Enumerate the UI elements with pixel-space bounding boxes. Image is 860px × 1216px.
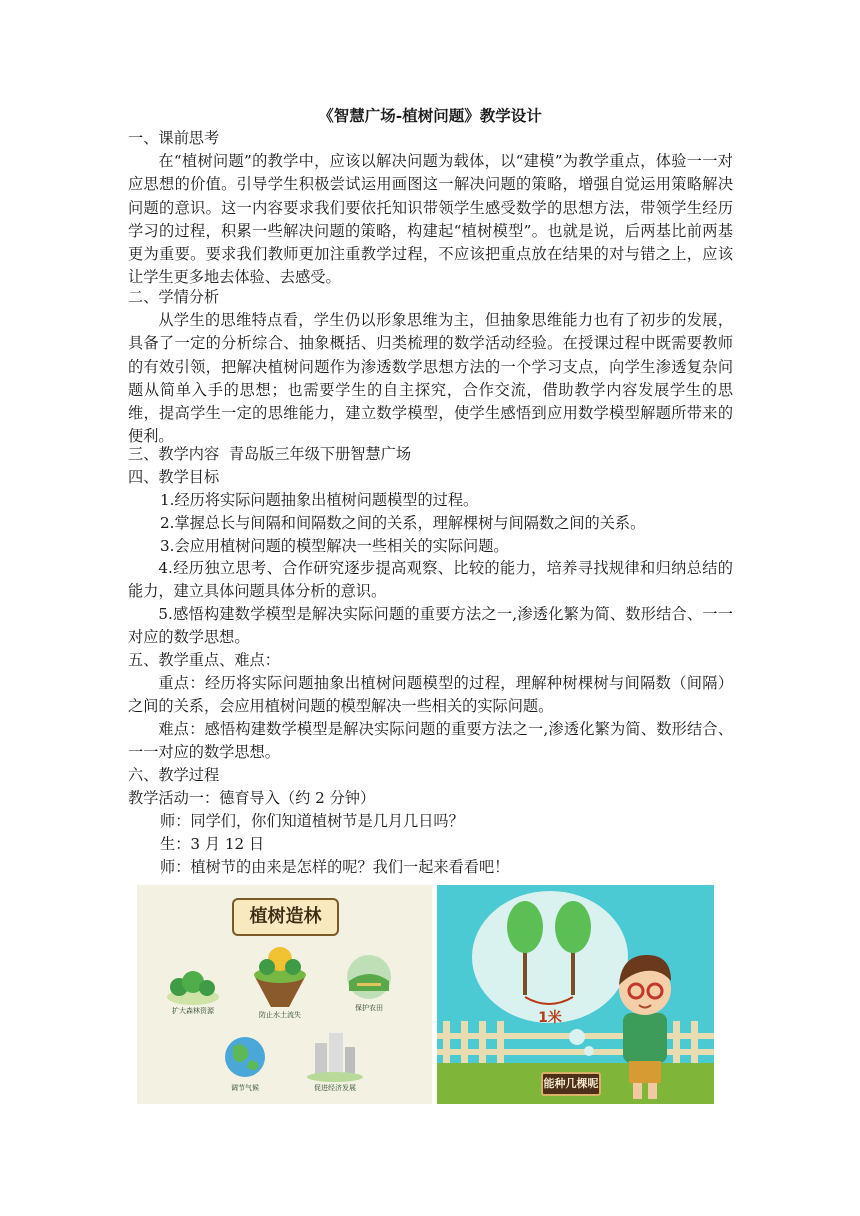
goal-1: 1.经历将实际问题抽象出植树问题模型的过程。 bbox=[160, 491, 479, 509]
illustration-row bbox=[137, 885, 714, 1104]
paragraph-pre-thinking: 在“植树问题”的教学中，应该以解决问题为载体，以“建模”为教学重点，体验一一对应思想的价值。引导学生积极尝试运用画图这一解决问题的策略，增强自觉运用策略解决问题的意识。这一内容要求我们要依托知识带领学生感受数学的思想方法，带领学生经历学习的过程，积累一些解决问题的策略，构建起“植树模型”。也就是说，后两基比前两基更为重要。要求我们教师更加注重教学过程，不应该把重点放在结果的对与错之上，应该让学生更多地去体验、去感受。 bbox=[128, 152, 733, 287]
caption-forest: 扩大森林资源 bbox=[172, 1007, 214, 1015]
section-heading-3: 三、教学内容 青岛版三年级下册智慧广场 bbox=[128, 445, 412, 463]
goal-3: 3.会应用植树问题的模型解决一些相关的实际问题。 bbox=[160, 537, 509, 555]
activity-title: 教学活动一：德育导入（约 2 分钟） bbox=[128, 789, 376, 807]
section-heading-1: 一、课前思考 bbox=[128, 129, 220, 147]
soil-island-icon bbox=[254, 947, 306, 1007]
farmland-icon bbox=[347, 955, 391, 999]
planting-cartoon bbox=[437, 885, 714, 1104]
dialogue-student-1: 生：3 月 12 日 bbox=[160, 835, 265, 853]
dialogue-teacher-2: 师：植树节的由来是怎样的呢？我们一起来看看吧！ bbox=[160, 858, 510, 876]
section-heading-5: 五、教学重点、难点： bbox=[128, 651, 280, 669]
caption-farmland: 保护农田 bbox=[355, 1004, 383, 1012]
globe-icon bbox=[225, 1037, 265, 1077]
dialogue-teacher-1: 师：同学们，你们知道植树节是几月几日吗？ bbox=[160, 812, 464, 830]
goal-2: 2.掌握总长与间隔和间隔数之间的关系，理解棵树与间隔数之间的关系。 bbox=[160, 514, 646, 532]
forest-icon bbox=[167, 971, 219, 1005]
caption-economy: 促进经济发展 bbox=[314, 1084, 356, 1092]
paragraph-student-analysis: 从学生的思维特点看，学生仍以形象思维为主，但抽象思维能力也有了初步的发展，具备了一定的分析综合、抽象概括、归类梳理的数学活动经验。在授课过程中既需要教师的有效引领，把解决植树问题作为渗透数学思想方法的一个学习支点，向学生渗透复杂问题从简单入手的思想；也需要学生的自主探究，合作交流，借助教学内容发展学生的思维，提高学生一定的思维能力，建立数学模型，使学生感悟到应用数学模型解题所带来的便利。 bbox=[128, 311, 733, 446]
infographic-banner: 植树造林 bbox=[232, 898, 339, 936]
difficult-point: 难点：感悟构建数学模型是解决实际问题的重要方法之一,渗透化繁为简、数形结合、一一对应的数学思想。 bbox=[128, 720, 733, 762]
caption-climate: 调节气候 bbox=[231, 1084, 259, 1092]
goal-4: 4.经历独立思考、合作研究逐步提高观察、比较的能力，培养寻找规律和归纳总结的能力，建立具体问题具体分析的意识。 bbox=[128, 559, 733, 601]
section-heading-4: 四、教学目标 bbox=[128, 468, 220, 486]
document-title: 《智慧广场-植树问题》教学设计 bbox=[318, 106, 542, 125]
goal-5: 5.感悟构建数学模型是解决实际问题的重要方法之一,渗透化繁为简、数形结合、一一对应的数学思想。 bbox=[128, 605, 733, 647]
infographic-icons bbox=[137, 885, 432, 1104]
afforestation-infographic bbox=[137, 885, 432, 1104]
section-heading-6: 六、教学过程 bbox=[128, 766, 220, 784]
question-sign: 能种几棵呢 bbox=[541, 1072, 601, 1096]
city-icon bbox=[307, 1033, 363, 1082]
caption-soil: 防止水土流失 bbox=[259, 1011, 301, 1019]
distance-label: 1米 bbox=[538, 1010, 562, 1026]
section-heading-2: 二、学情分析 bbox=[128, 288, 220, 306]
key-point: 重点：经历将实际问题抽象出植树问题模型的过程，理解种树棵树与间隔数（间隔）之间的关系，会应用植树问题的模型解决一些相关的实际问题。 bbox=[128, 674, 733, 716]
